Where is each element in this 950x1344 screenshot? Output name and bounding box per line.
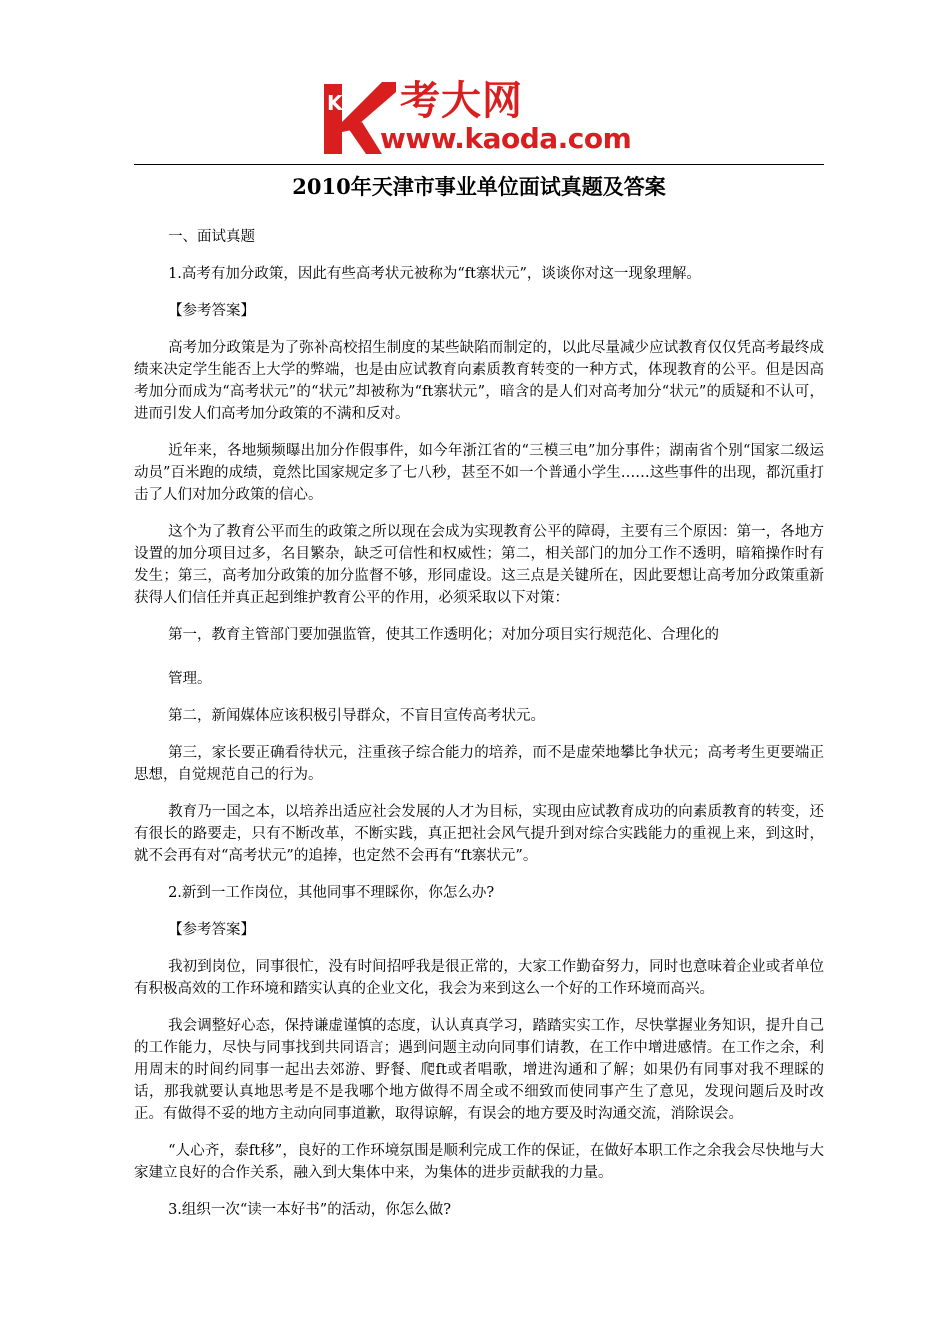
logo-url: www.kaoda.com	[380, 122, 632, 155]
answer-paragraph: 这个为了教育公平而生的政策之所以现在会成为实现教育公平的障碍，主要有三个原因：第一，各地方设置的加分项目过多，名目繁杂，缺乏可信性和权威性；第二，相关部门的加分工作不透明，暗箱操作时有发生；第三，高考加分政策的加分监督不够，形同虚设。这三点是关键所在，因此要想让高考加分政策重新获得人们信任并真正起到维护教育公平的作用，必须采取以下对策：	[134, 524, 824, 606]
answer-paragraph: 高考加分政策是为了弥补高校招生制度的某些缺陷而制定的，以此尽量减少应试教育仅仅凭高考最终成绩来决定学生能否上大学的弊端，也是由应试教育向素质教育转变的一种方式，体现教育的公平。但是因高考加分而成为“高考状元”的“状元”却被称为“ft寨状元”，暗含的是人们对高考加分“状元”的质疑和不认可，进而引发人们高考加分政策的不满和反对。	[134, 340, 824, 422]
answer-paragraph: 管理。	[168, 671, 212, 687]
logo-letter: K	[327, 91, 343, 115]
kaoda-logo	[322, 78, 642, 160]
answer-paragraph: 第三，家长要正确看待状元，注重孩子综合能力的培养，而不是虚荣地攀比争状元；高考考生更要端正思想，自觉规范自己的行为。	[134, 745, 824, 783]
answer-paragraph: “人心齐，泰ft移”，良好的工作环境氛围是顺利完成工作的保证，在做好本职工作之余我会尽快地与大家建立良好的合作关系，融入到大集体中来，为集体的进步贡献我的力量。	[134, 1143, 824, 1181]
answer-paragraph: 近年来，各地频频曝出加分作假事件，如今年浙江省的“三模三电”加分事件；湖南省个别“国家二级运动员”百米跑的成绩，竟然比国家规定多了七八秒，甚至不如一个普通小学生……这些事件的出现，都沉重打击了人们对加分政策的信心。	[134, 443, 824, 503]
page-title: 2010年天津市事业单位面试真题及答案	[292, 174, 666, 199]
answer-paragraph: 教育乃一国之本，以培养出适应社会发展的人才为目标，实现由应试教育成功的向素质教育的转变，还有很长的路要走，只有不断改革，不断实践，真正把社会风气提升到对综合实践能力的重视上来，到这时，就不会再有对“高考状元”的追捧，也定然不会再有“ft寨状元”。	[134, 804, 824, 864]
logo-title: 考大网	[400, 78, 523, 124]
answer-label: 【参考答案】	[168, 922, 256, 938]
question-3: 3.组织一次“读一本好书”的活动，你怎么做?	[168, 1202, 451, 1218]
answer-label: 【参考答案】	[168, 303, 256, 319]
answer-paragraph: 第一，教育主管部门要加强监管，使其工作透明化；对加分项目实行规范化、合理化的	[168, 627, 720, 643]
answer-paragraph: 我初到岗位，同事很忙，没有时间招呼我是很正常的，大家工作勤奋努力，同时也意味着企业或者单位有积极高效的工作环境和踏实认真的企业文化，我会为来到这么一个好的工作环境而高兴。	[134, 959, 824, 997]
section-heading: 一、面试真题	[168, 229, 256, 245]
question-1: 1.高考有加分政策，因此有些高考状元被称为“ft寨状元”，谈谈你对这一现象理解。	[168, 266, 701, 282]
answer-paragraph: 我会调整好心态，保持谦虚谨慎的态度，认认真真学习，踏踏实实工作，尽快掌握业务知识，提升自己的工作能力，尽快与同事找到共同语言；遇到问题主动向同事们请教，在工作中增进感情。在工作之余，利用周末的时间约同事一起出去郊游、野餐、爬ft或者唱歌，增进沟通和了解；如果仍有同事对我不理睬的话，那我就要认真地思考是不是我哪个地方做得不周全或不细致而使同事产生了意见，发现问题后及时改正。有做得不妥的地方主动向同事道歉，取得谅解，有误会的地方要及时沟通交流，消除误会。	[134, 1018, 824, 1122]
question-2: 2.新到一工作岗位，其他同事不理睬你，你怎么办?	[168, 885, 495, 901]
document-body	[134, 226, 824, 1236]
answer-paragraph: 第二，新闻媒体应该积极引导群众，不盲目宣传高考状元。	[168, 708, 546, 724]
header-divider	[134, 164, 824, 165]
